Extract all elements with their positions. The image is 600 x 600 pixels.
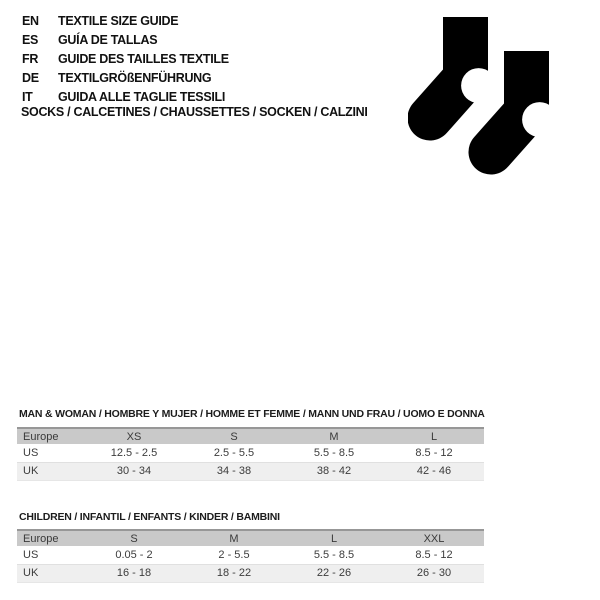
language-code: EN [22,13,39,28]
table-header-cell: L [284,530,384,546]
language-code: DE [22,70,39,85]
size-value-cell: 2.5 - 5.5 [184,444,284,462]
language-row-de [22,68,229,87]
sock-heel-cutout [522,102,557,137]
table-header-cell: Europe [17,428,84,444]
size-value-cell: 12.5 - 2.5 [84,444,184,462]
language-label: GUIDA ALLE TAGLIE TESSILI [58,89,226,104]
language-row-es [22,30,229,49]
size-table-children [17,529,484,583]
language-label: GUIDE DES TAILLES TEXTILE [58,51,229,66]
language-code: IT [22,89,33,104]
table-header-row [17,428,484,444]
language-row-it [22,87,229,106]
table-row [17,444,484,462]
row-label-cell: US [17,444,84,462]
table-header-cell: S [84,530,184,546]
sock-shape-back [430,17,496,118]
size-value-cell: 8.5 - 12 [384,546,484,564]
language-list [22,11,229,106]
socks-icon [408,14,558,178]
size-value-cell: 26 - 30 [384,564,484,582]
language-row-en [22,11,229,30]
size-value-cell: 16 - 18 [84,564,184,582]
row-label-cell: UK [17,564,84,582]
size-value-cell: 30 - 34 [84,462,184,480]
size-value-cell: 2 - 5.5 [184,546,284,564]
row-label-cell: US [17,546,84,564]
table-row [17,564,484,582]
size-value-cell: 5.5 - 8.5 [284,546,384,564]
table-header-cell: M [184,530,284,546]
table-row [17,546,484,564]
adult-table-title: MAN & WOMAN / HOMBRE Y MUJER / HOMME ET FEMME / MANN UND FRAU / UOMO E DONNA [19,408,485,420]
table-header-cell: S [184,428,284,444]
table-header-cell: M [284,428,384,444]
language-label: TEXTILE SIZE GUIDE [58,13,179,28]
category-line: SOCKS / CALCETINES / CHAUSSETTES / SOCKEN / CALZINI [21,105,368,119]
language-row-fr [22,49,229,68]
language-code: FR [22,51,39,66]
row-label-cell: UK [17,462,84,480]
size-value-cell: 42 - 46 [384,462,484,480]
size-value-cell: 5.5 - 8.5 [284,444,384,462]
table-row [17,462,484,480]
children-table-title: CHILDREN / INFANTIL / ENFANTS / KINDER / BAMBINI [19,511,280,523]
size-table-adult [17,427,484,481]
language-code: ES [22,32,39,47]
sock-heel-cutout [461,68,496,103]
size-value-cell: 0.05 - 2 [84,546,184,564]
size-value-cell: 22 - 26 [284,564,384,582]
sock-shape-front [491,51,557,152]
size-value-cell: 18 - 22 [184,564,284,582]
table-header-cell: XS [84,428,184,444]
table-header-cell: Europe [17,530,84,546]
table-header-row [17,530,484,546]
table-header-cell: XXL [384,530,484,546]
language-label: GUÍA DE TALLAS [58,32,158,47]
size-value-cell: 38 - 42 [284,462,384,480]
size-value-cell: 8.5 - 12 [384,444,484,462]
size-value-cell: 34 - 38 [184,462,284,480]
language-label: TEXTILGRÖßENFÜHRUNG [58,70,212,85]
table-header-cell: L [384,428,484,444]
